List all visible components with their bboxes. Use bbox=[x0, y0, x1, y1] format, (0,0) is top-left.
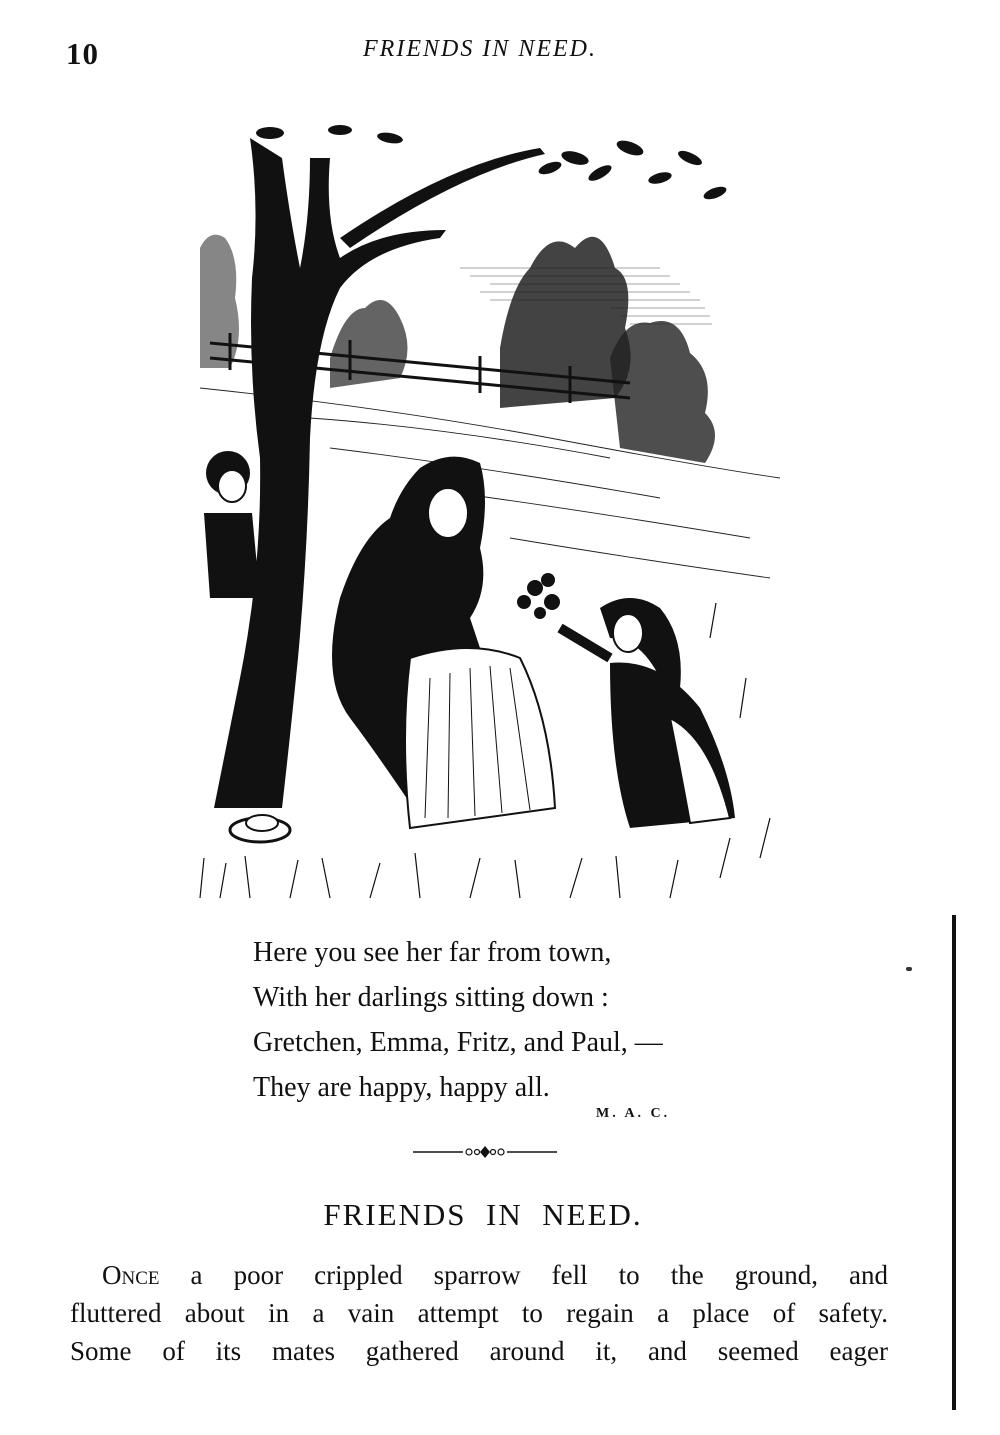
page-number: 10 bbox=[66, 36, 99, 71]
poem-signature: M. A. C. bbox=[596, 1106, 671, 1121]
body-line: fluttered about in a vain attempt to regain a place of safety. bbox=[70, 1298, 888, 1328]
poem-line: They are happy, happy all. bbox=[253, 1072, 550, 1103]
poem bbox=[253, 930, 813, 1110]
body-text bbox=[70, 1256, 888, 1370]
body-line-rest: a poor crippled sparrow fell to the ground, and bbox=[159, 1260, 888, 1290]
margin-rule bbox=[952, 915, 956, 1410]
stray-mark bbox=[906, 967, 912, 971]
ornament-divider bbox=[413, 1143, 557, 1161]
poem-line: Here you see her far from town, bbox=[253, 937, 612, 968]
first-word: Once bbox=[102, 1260, 160, 1290]
body-line bbox=[70, 1256, 888, 1294]
body-line: Some of its mates gathered around it, and seemed eager bbox=[70, 1336, 888, 1366]
illustration-woman-with-children bbox=[190, 118, 780, 900]
running-head: FRIENDS IN NEED. bbox=[363, 36, 597, 62]
section-title: FRIENDS IN NEED. bbox=[323, 1197, 643, 1232]
poem-line: Gretchen, Emma, Fritz, and Paul, — bbox=[253, 1027, 663, 1058]
poem-line: With her darlings sitting down : bbox=[253, 982, 609, 1013]
